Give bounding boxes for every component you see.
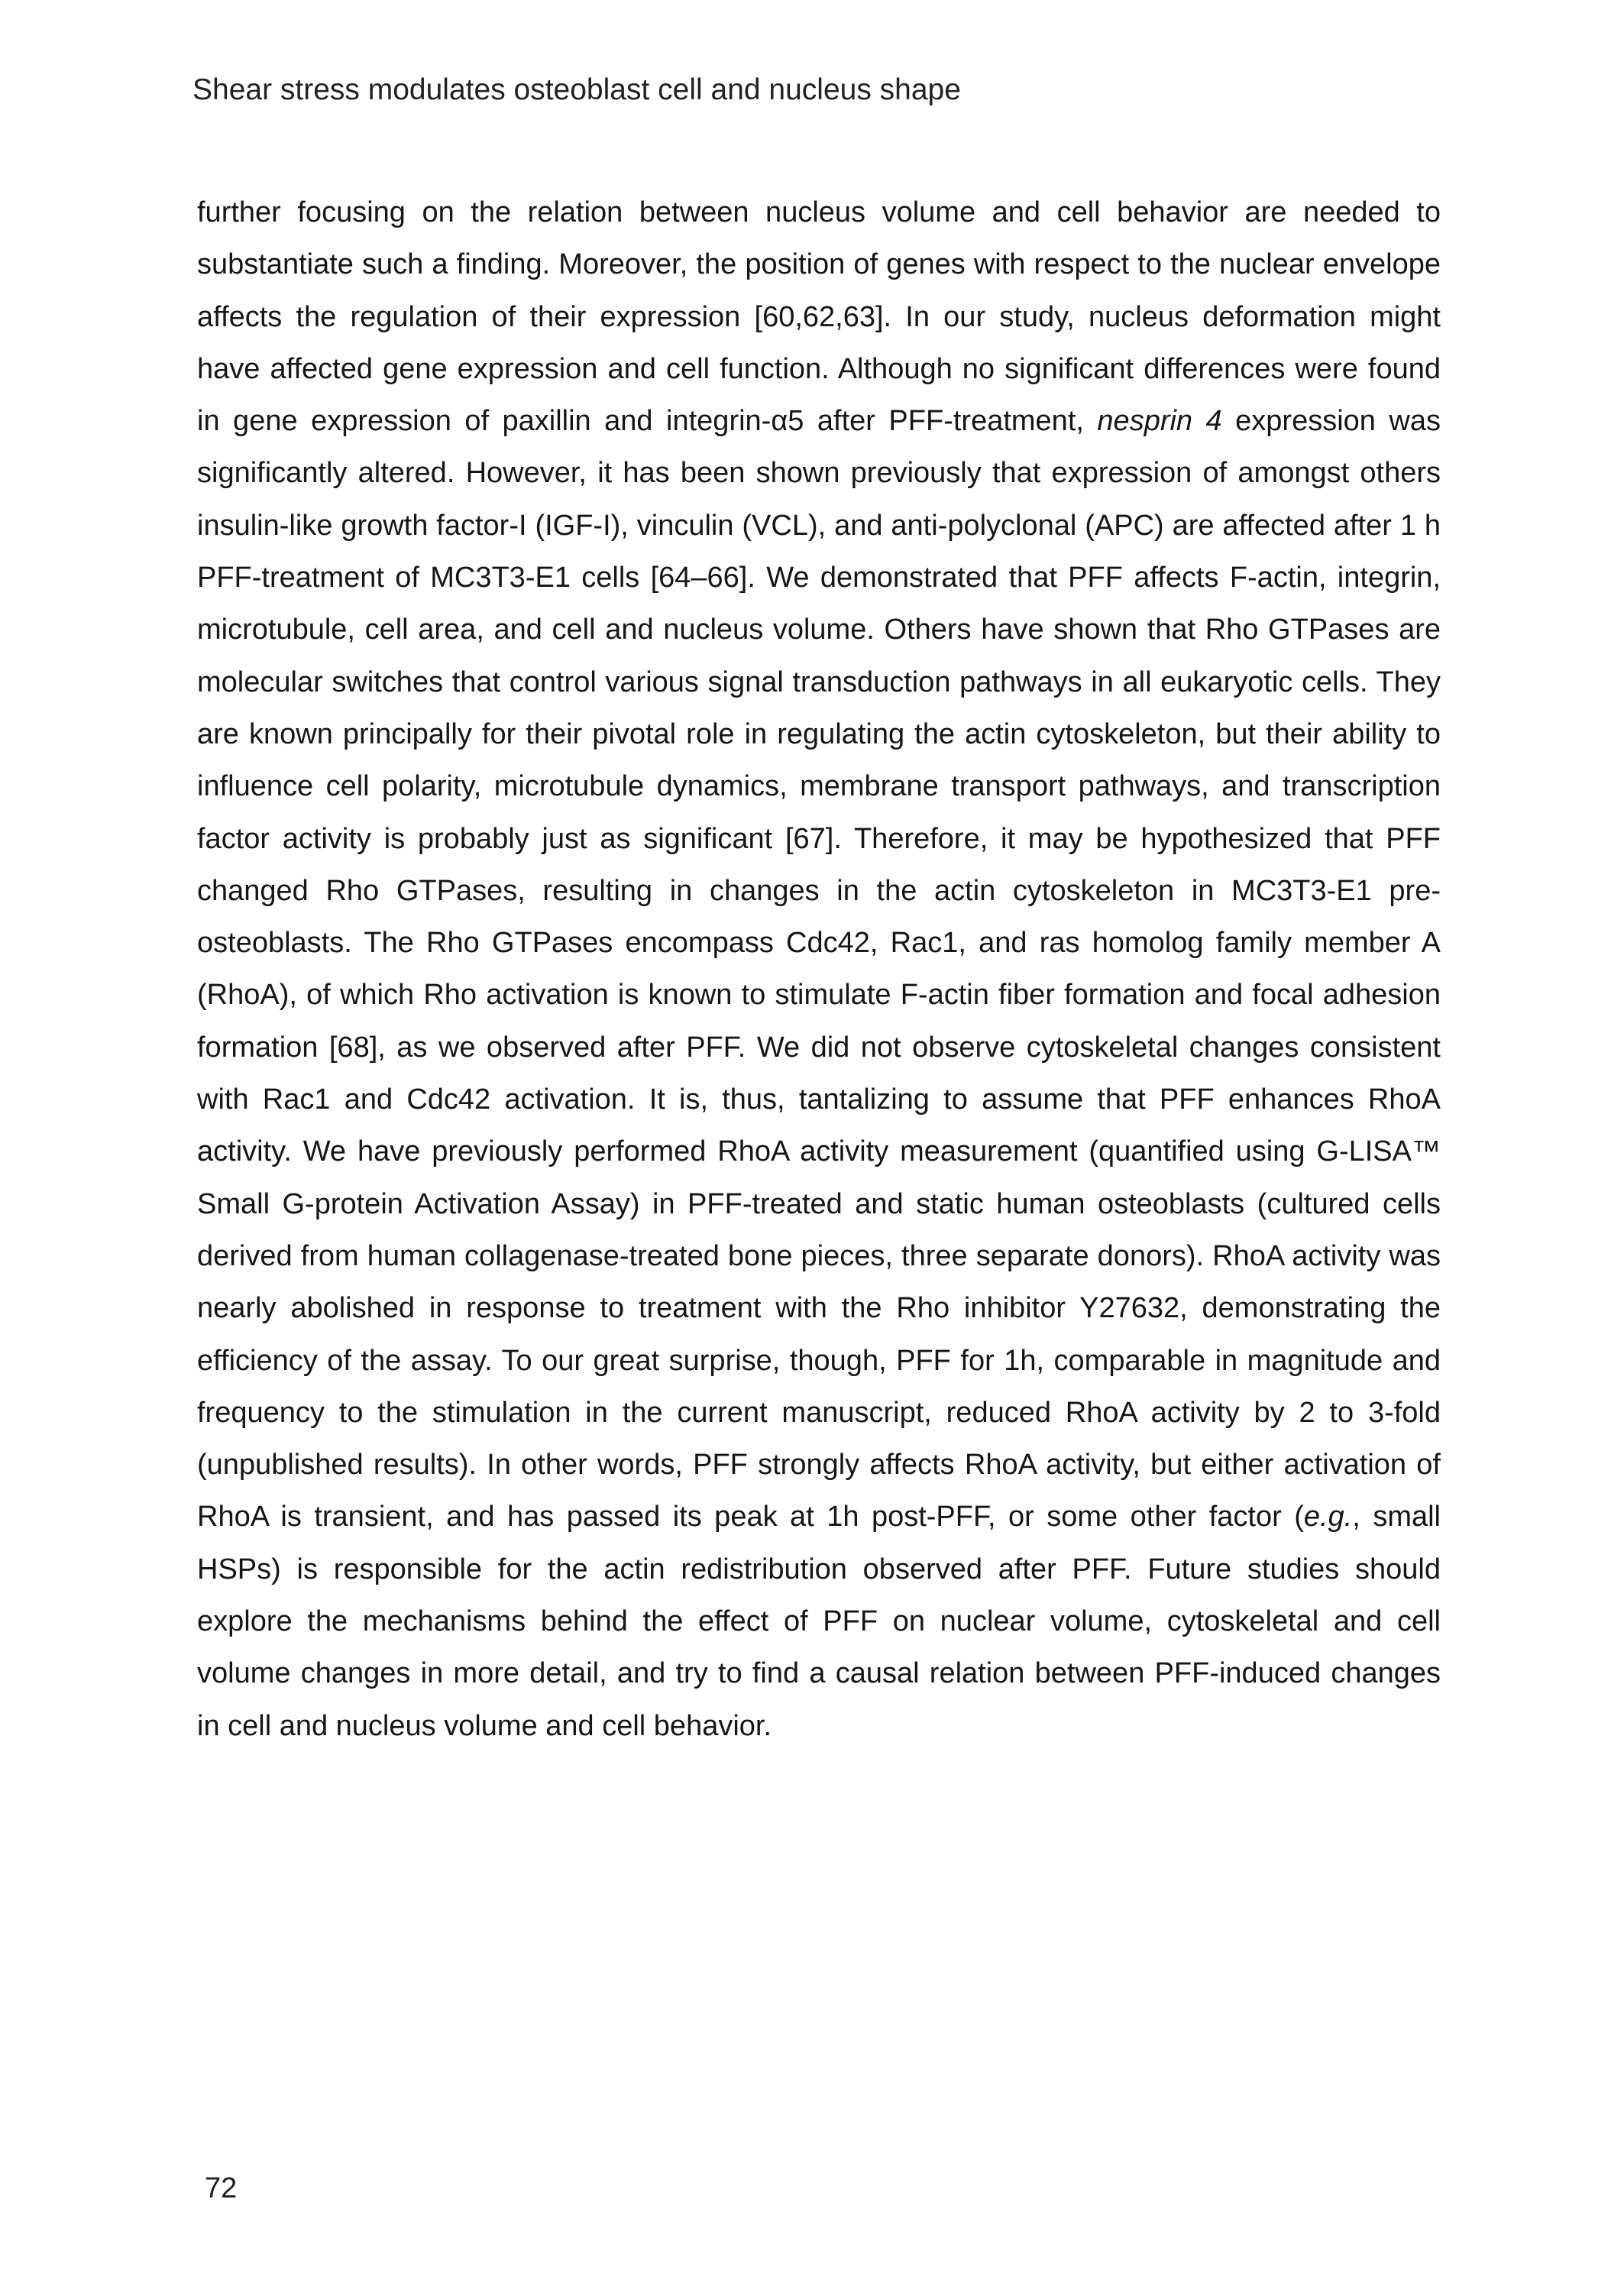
running-header: Shear stress modulates osteoblast cell and nucleus shape	[192, 73, 961, 106]
body-paragraph	[197, 186, 1441, 1752]
paragraph-text-part-3: , small HSPs) is responsible for the actin redistribution observed after PFF. Future studies should explore the mechanisms behind the effect of PFF on nuclear volume, cytoskeletal and cell volume changes in more detail, and try to find a causal relation between PFF-induced changes in cell and nucleus volume and cell behavior.	[197, 1501, 1441, 1742]
page-number: 72	[205, 2172, 238, 2204]
paragraph-italic-nesprin: nesprin 4	[1097, 405, 1222, 438]
paragraph-text-part-2: expression was significantly altered. However, it has been shown previously that expression of amongst others insulin-like growth factor-I (IGF-I), vinculin (VCL), and anti-polyclonal (APC) are affected after 1 h PFF-treatment of MC3T3-E1 cells [64–66]. We demonstrated that PFF affects F-actin, integrin, microtubule, cell area, and cell and nucleus volume. Others have shown that Rho GTPases are molecular switches that control various signal transduction pathways in all eukaryotic cells. They are known principally for their pivotal role in regulating the actin cytoskeleton, but their ability to influence cell polarity, microtubule dynamics, membrane transport pathways, and transcription factor activity is probably just as significant [67]. Therefore, it may be hypothesized that PFF changed Rho GTPases, resulting in changes in the actin cytoskeleton in MC3T3-E1 pre-osteoblasts. The Rho GTPases encompass Cdc42, Rac1, and ras homolog family member A (RhoA), of which Rho activation is known to stimulate F-actin fiber formation and focal adhesion formation [68], as we observed after PFF. We did not observe cytoskeletal changes consistent with Rac1 and Cdc42 activation. It is, thus, tantalizing to assume that PFF enhances RhoA activity. We have previously performed RhoA activity measurement (quantified using G-LISA™ Small G-protein Activation Assay) in PFF-treated and static human osteoblasts (cultured cells derived from human collagenase-treated bone pieces, three separate donors). RhoA activity was nearly abolished in response to treatment with the Rho inhibitor Y27632, demonstrating the efficiency of the assay. To our great surprise, though, PFF for 1h, comparable in magnitude and frequency to the stimulation in the current manuscript, reduced RhoA activity by 2 to 3-fold (unpublished results). In other words, PFF strongly affects RhoA activity, but either activation of RhoA is transient, and has passed its peak at 1h post-PFF, or some other factor (	[197, 405, 1441, 1534]
paragraph-italic-eg: e.g.	[1303, 1501, 1353, 1534]
paragraph-text-part-1: further focusing on the relation between nucleus volume and cell behavior are needed to substantiate such a finding. Moreover, the position of genes with respect to the nuclear envelope affects the regulation of their expression [60,62,63]. In our study, nucleus deformation might have affected gene expression and cell function. Although no significant differences were found in gene expression of paxillin and integrin-α5 after PFF-treatment,	[197, 196, 1441, 438]
